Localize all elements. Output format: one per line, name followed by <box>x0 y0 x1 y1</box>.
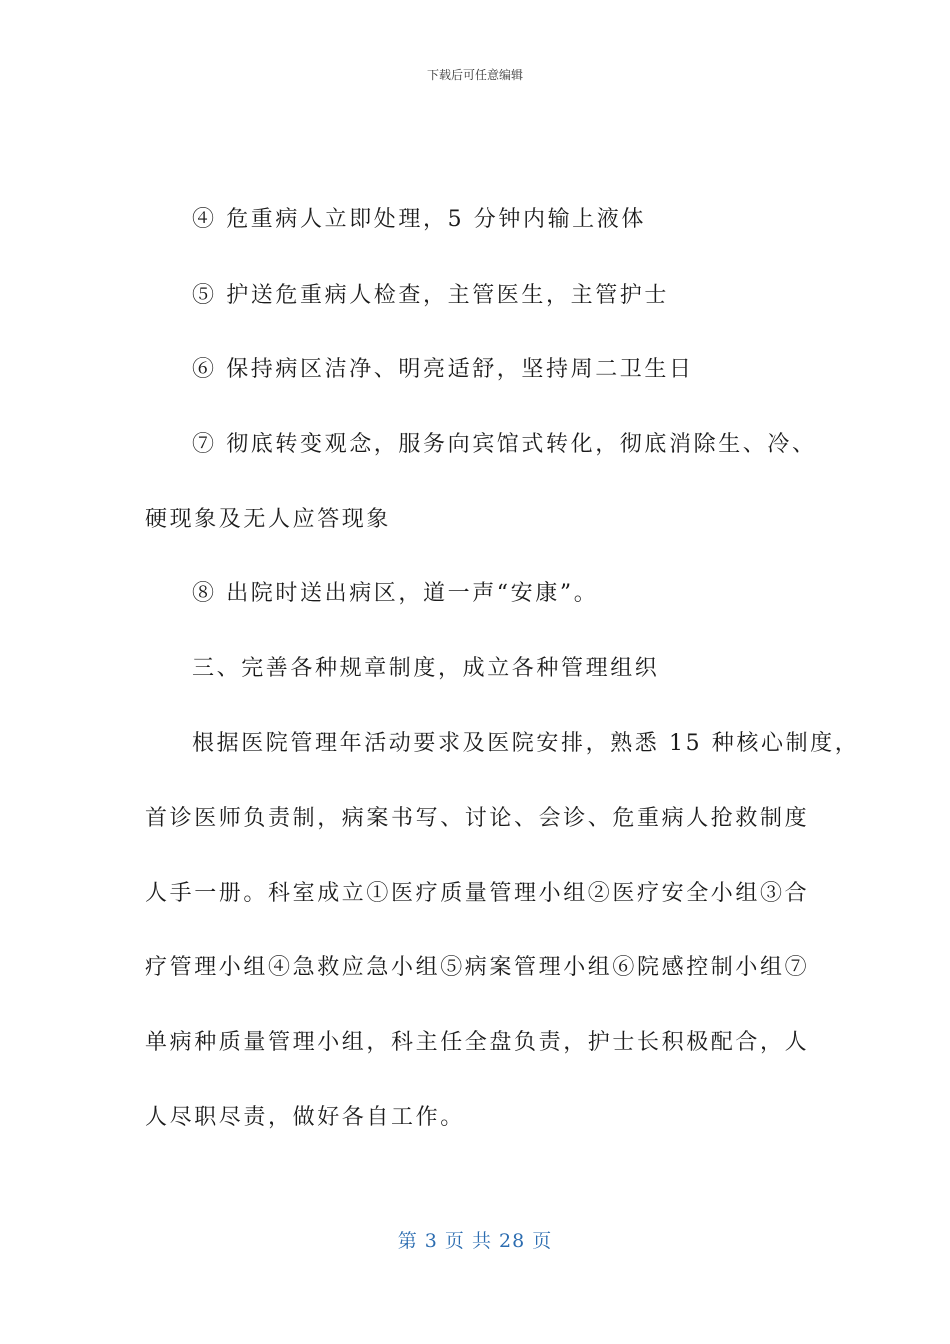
page-number-footer: 第 3 页 共 28 页 <box>397 1230 553 1252</box>
paragraph-line: 单病种质量管理小组，科主任全盘负责，护士长积极配合，人 <box>145 1030 810 1055</box>
paragraph-line: 疗管理小组④急救应急小组⑤病案管理小组⑥院感控制小组⑦ <box>145 955 810 980</box>
paragraph-line: 人尽职尽责，做好各自工作。 <box>145 1105 465 1130</box>
section-heading: 三、完善各种规章制度，成立各种管理组织 <box>192 656 660 681</box>
paragraph-line: ⑥ 保持病区洁净、明亮适舒，坚持周二卫生日 <box>192 357 694 382</box>
paragraph-line: ⑦ 彻底转变观念，服务向宾馆式转化，彻底消除生、冷、 <box>192 432 817 457</box>
paragraph-line: ⑧ 出院时送出病区，道一声“安康”。 <box>192 581 599 606</box>
paragraph-line: 人手一册。科室成立①医疗质量管理小组②医疗安全小组③合 <box>145 881 810 906</box>
paragraph-line: 硬现象及无人应答现象 <box>145 507 392 532</box>
paragraph-line: 根据医院管理年活动要求及医院安排，熟悉 15 种核心制度， <box>192 731 860 756</box>
paragraph-line: ⑤ 护送危重病人检查，主管医生，主管护士 <box>192 283 669 308</box>
paragraph-line: 首诊医师负责制，病案书写、讨论、会诊、危重病人抢救制度 <box>145 806 810 831</box>
page-header-note: 下载后可任意编辑 <box>426 68 523 82</box>
paragraph-line: ④ 危重病人立即处理，5 分钟内输上液体 <box>192 207 646 232</box>
